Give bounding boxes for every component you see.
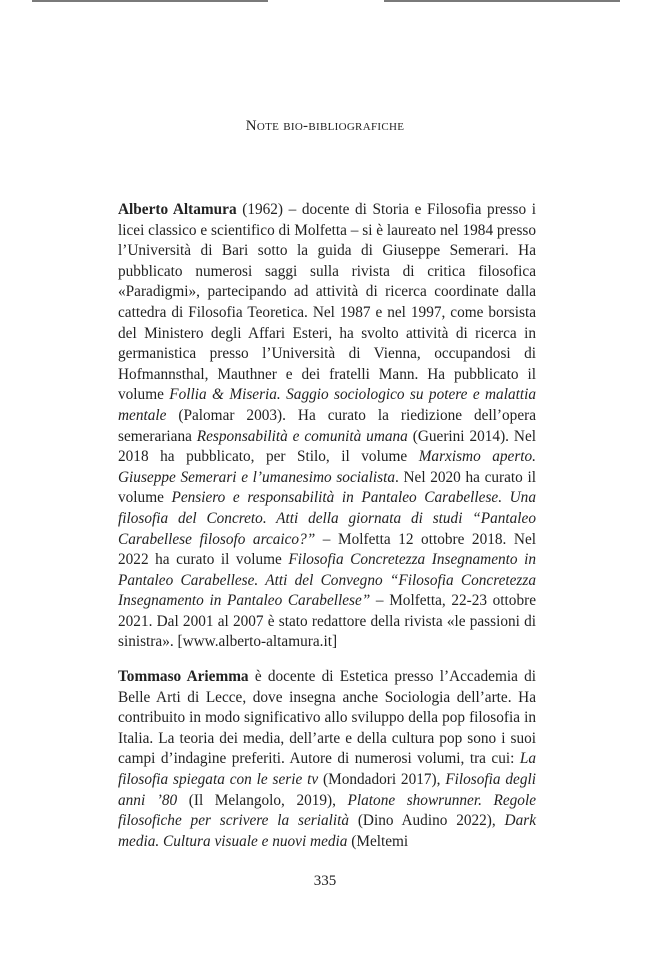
bio-entry-altamura <box>118 200 536 653</box>
bio-text: è docente di Estetica presso l’Accademia di Belle Arti di Lecce, dove insegna anche Sociologia dell’arte. Ha contribuito in modo significativo allo sviluppo della pop filosofia in Italia. La teoria dei media, dell’arte e della cultura pop sono i suoi campi d’indagine preferiti. Autore di numerosi volumi, tra cui: <box>118 668 537 768</box>
book-title: Filosofia Concretezza Insegnamento in Pantaleo Carabellese. Atti del Convegno “Filosofia Concretezza Insegnamento in Pantaleo Carabellese” <box>118 551 536 610</box>
author-name: Tommaso Ariemma <box>118 668 249 685</box>
book-title: Marxismo aperto. Giuseppe Semerari e l’umanesimo socialista <box>118 448 536 486</box>
book-title: Dark media. Cultura visuale e nuovi media <box>118 812 536 850</box>
section-heading: Note bio-bibliografiche <box>245 118 405 134</box>
bio-text: (Guerini 2014). Nel 2018 ha pubblicato, per Stilo, il volume <box>118 427 536 466</box>
bio-text: (Dino Audino 2022), <box>349 812 505 830</box>
bio-text: (Mondadori 2017), <box>318 770 446 788</box>
page-number: 335 <box>313 873 337 889</box>
book-title: Responsabilità e comunità umana <box>196 427 408 445</box>
bio-text: (Il Melangolo, 2019), <box>177 791 348 809</box>
bio-text: . Nel 2020 ha curato il volume <box>118 468 536 507</box>
bio-text: (Meltemi <box>347 832 409 850</box>
author-name: Alberto Altamura <box>118 201 237 218</box>
top-rule-left <box>32 0 268 2</box>
book-title: Platone showrunner. Regole filosofiche per scrivere la serialità <box>118 791 536 830</box>
bio-text: (Palomar 2003). Ha curato la riedizione dell’opera semerariana <box>118 406 536 445</box>
bio-entry-ariemma <box>118 667 536 852</box>
book-title: Follia & Miseria. Saggio sociologico su potere e malattia mentale <box>118 386 536 424</box>
book-title: Pensiero e responsabilità in Pantaleo Carabellese. Una filosofia del Concreto. Atti della giornata di studi “Pantaleo Carabellese filosofo arcaico?” <box>118 489 536 548</box>
bio-text: – Molfetta, 22-23 ottobre 2021. Dal 2001 al 2007 è stato redattore della rivista «le passioni di sinistra». [www.alberto-altamura.it] <box>118 592 536 651</box>
book-title: Filosofia degli anni ’80 <box>118 770 536 809</box>
bio-text: – Molfetta 12 ottobre 2018. Nel 2022 ha curato il volume <box>118 530 536 569</box>
top-rule-right <box>384 0 620 2</box>
book-title: La filosofia spiegata con le serie tv <box>118 750 536 788</box>
bio-text: (1962) – docente di Storia e Filosofia presso i licei classico e scientifico di Molfetta – si è laureato nel 1984 presso l’Università di Bari sotto la guida di Giuseppe Semerari. Ha pubblicato numerosi saggi sulla rivista di critica filosofica «Paradigmi», partecipando ad attività di ricerca coordinate dalla cattedra di Filosofia Teoretica. Nel 1987 e nel 1997, come borsista del Ministero degli Affari Esteri, ha svolto attività di ricerca in germanistica presso l’Università di Vienna, occupandosi di Hofmannsthal, Mauthner e dei fratelli Mann. Ha pubblicato il volume <box>118 201 536 404</box>
